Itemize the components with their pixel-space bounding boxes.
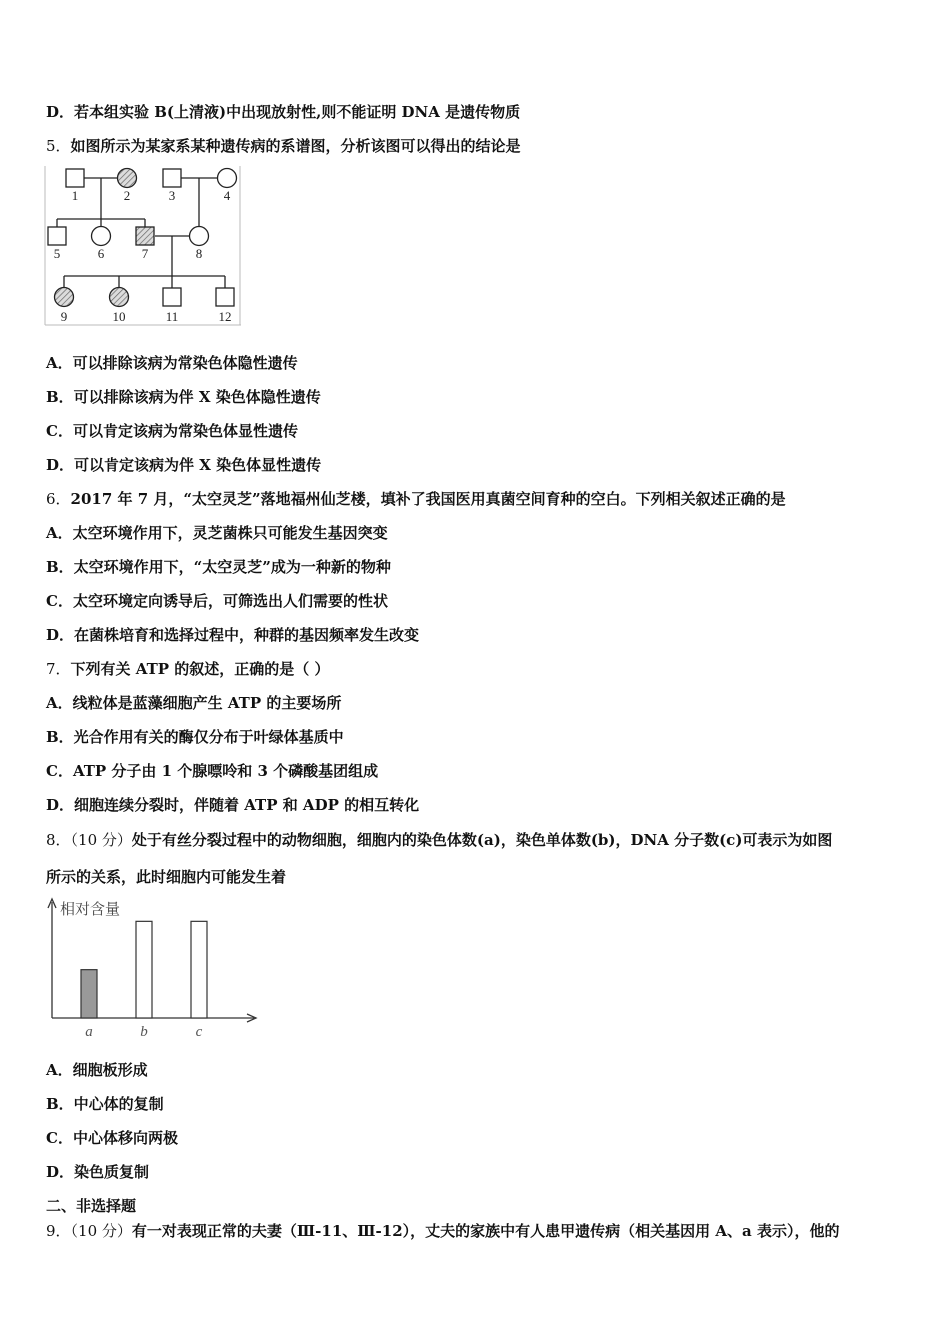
bar-c [191,921,207,1018]
q9-stem-text: 有一对表现正常的夫妻（Ⅲ-11、Ⅲ-12），丈夫的家族中有人患甲遗传病（相关基因用 A、a 表示），他的 [131,1222,840,1240]
q6-option-c: C．太空环境定向诱导后，可筛选出人们需要的性状 [46,592,388,610]
pedigree-individual-6 [92,227,111,246]
pedigree-individual-7 [136,227,154,245]
q8-stem-line1 [46,830,832,850]
q5-stem-text: 如图所示为某家系某种遗传病的系谱图，分析该图可以得出的结论是 [70,137,521,155]
q8-option-b: B．中心体的复制 [46,1095,164,1113]
pedigree-label-12: 12 [218,309,232,324]
q5-option-d: D．可以肯定该病为伴 X 染色体显性遗传 [46,456,322,474]
q7-stem-text: 下列有关 ATP 的叙述，正确的是（ ） [70,660,330,678]
question-score: （10 分） [70,1222,132,1240]
pedigree-individual-4 [218,169,237,188]
q8-option-a: A．细胞板形成 [46,1061,148,1079]
q8-option-c: C．中心体移向两极 [46,1129,178,1147]
pedigree-label-6: 6 [97,246,105,261]
bar-a [81,970,97,1018]
pedigree-label-9: 9 [60,309,68,324]
pedigree-individual-5 [48,227,66,245]
q7-option-b: B．光合作用有关的酶仅分布于叶绿体基质中 [46,728,344,746]
bar-chart [40,896,265,1042]
q6-option-a: A．太空环境作用下，灵芝菌株只可能发生基因突变 [46,524,388,542]
bar-b [136,921,152,1018]
q5-option-b: B．可以排除该病为伴 X 染色体隐性遗传 [46,388,321,406]
pedigree-label-11: 11 [165,309,179,324]
pedigree-diagram [44,164,242,326]
section-title: 二、非选择题 [46,1197,137,1215]
q6-option-d: D．在菌株培育和选择过程中，种群的基因频率发生改变 [46,626,420,644]
question-number: 5． [46,137,71,155]
pedigree-label-2: 2 [123,188,131,203]
x-tick-label-a: a [85,1024,93,1040]
pedigree-individual-9 [55,288,74,307]
x-tick-label-b: b [140,1024,148,1040]
pedigree-label-10: 10 [112,309,126,324]
q9-stem [46,1221,839,1241]
x-tick-label-c: c [195,1024,203,1040]
pedigree-individual-1 [66,169,84,187]
pedigree-label-5: 5 [53,246,61,261]
pedigree-individual-2 [118,169,137,188]
pedigree-individual-3 [163,169,181,187]
q8-stem-line2: 所示的关系，此时细胞内可能发生着 [46,868,287,886]
y-axis-label: 相对含量 [60,902,121,918]
pedigree-label-3: 3 [168,188,176,203]
q8-option-d: D．染色质复制 [46,1163,150,1181]
question-number: 9． [46,1222,71,1240]
q7-option-c: C．ATP 分子由 1 个腺嘌呤和 3 个磷酸基团组成 [46,762,379,780]
question-number: 6． [46,490,71,508]
q6-option-b: B．太空环境作用下，“太空灵芝”成为一种新的物种 [46,558,391,576]
question-score: （10 分） [70,831,132,849]
pedigree-individual-8 [190,227,209,246]
q5-stem [46,136,521,156]
q6-stem [46,489,786,509]
q5-option-a: A．可以排除该病为常染色体隐性遗传 [46,354,298,372]
pedigree-individual-12 [216,288,234,306]
q6-stem-text: 2017 年 7 月，“太空灵芝”落地福州仙芝楼，填补了我国医用真菌空间育种的空白。下列相关叙述正确的是 [70,490,786,508]
pedigree-individual-11 [163,288,181,306]
pedigree-individual-10 [110,288,129,307]
q8-stem-text: 处于有丝分裂过程中的动物细胞，细胞内的染色体数(a)，染色单体数(b)，DNA 分子数(c)可表示为如图 [131,831,833,849]
q7-option-a: A．线粒体是蓝藻细胞产生 ATP 的主要场所 [46,694,342,712]
q7-option-d: D．细胞连续分裂时，伴随着 ATP 和 ADP 的相互转化 [46,796,420,814]
q7-stem [46,659,329,679]
q5-option-c: C．可以肯定该病为常染色体显性遗传 [46,422,298,440]
question-number: 8． [46,831,71,849]
pedigree-label-8: 8 [195,246,203,261]
pedigree-label-7: 7 [141,246,149,261]
q4-option-d: D．若本组实验 B(上清液)中出现放射性,则不能证明 DNA 是遗传物质 [46,103,521,121]
question-number: 7． [46,660,71,678]
pedigree-label-1: 1 [71,188,79,203]
pedigree-label-4: 4 [223,188,231,203]
